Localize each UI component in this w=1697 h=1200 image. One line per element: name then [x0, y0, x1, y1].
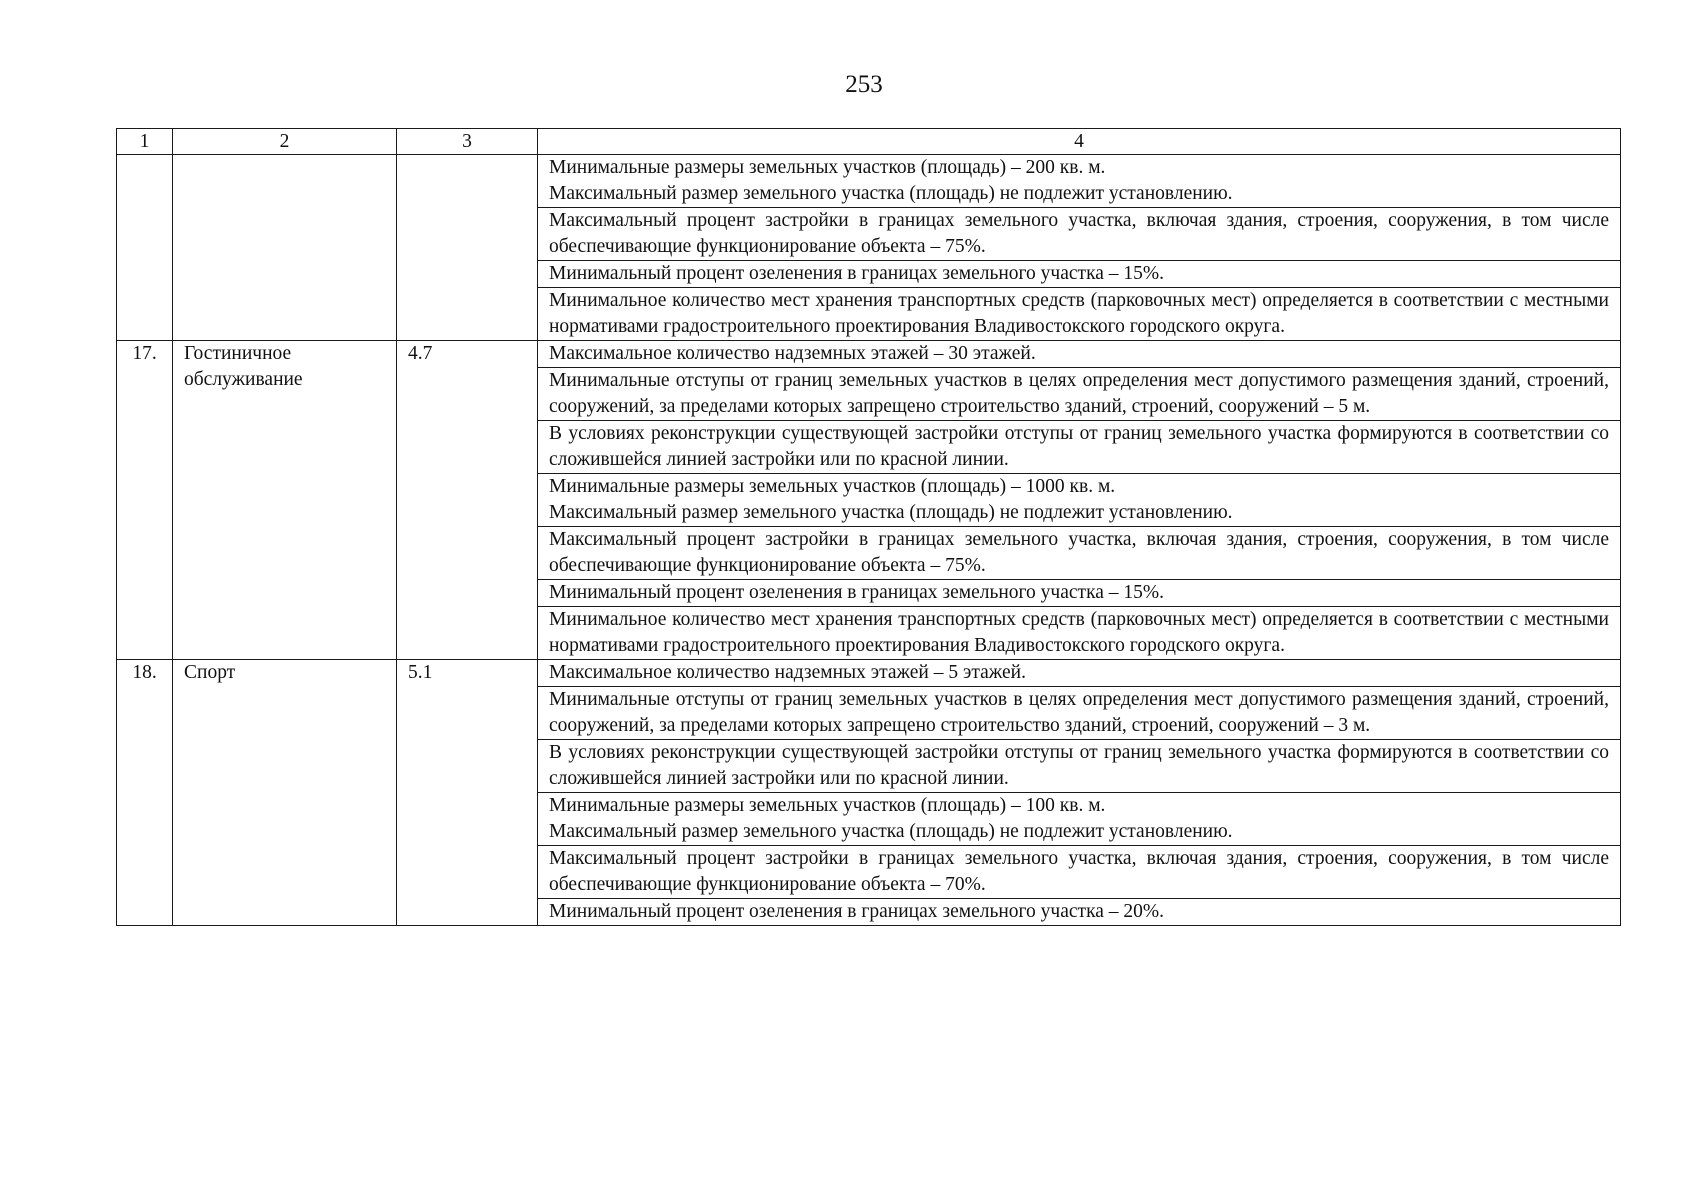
header-col-4: 4: [538, 129, 1621, 155]
use-name-cell: Спорт: [173, 660, 397, 926]
row-number-cell: 18.: [117, 660, 173, 926]
parameter-cell: [538, 421, 1621, 474]
parameter-text: Максимальный процент застройки в границах земельного участка, включая здания, строения, сооружения, в том числе обеспечивающие функционирование объекта – 75%.: [549, 210, 1609, 257]
parameter-cell: [538, 368, 1621, 421]
parameter-text: Минимальное количество мест хранения транспортных средств (парковочных мест) определяется в соответствии с местными нормативами градостроительного проектирования Владивостокского городского округа.: [549, 609, 1609, 656]
parameter-text: Максимальный процент застройки в границах земельного участка, включая здания, строения, сооружения, в том числе обеспечивающие функционирование объекта – 75%.: [549, 529, 1609, 576]
parameter-text: Минимальные размеры земельных участков (площадь) – 100 кв. м.: [549, 795, 1106, 816]
table-row: [117, 341, 1621, 368]
parameter-cell: [538, 899, 1621, 926]
use-code-cell: [397, 155, 538, 341]
table-row: [117, 660, 1621, 687]
parameter-text: Максимальный размер земельного участка (площадь) не подлежит установлению.: [549, 183, 1233, 204]
parameter-text: Минимальные размеры земельных участков (площадь) – 200 кв. м.: [549, 157, 1106, 178]
parameter-text: Максимальное количество надземных этажей – 30 этажей.: [549, 343, 1036, 364]
parameter-text: Максимальное количество надземных этажей – 5 этажей.: [549, 662, 1026, 683]
parameter-text: Минимальный процент озеленения в границах земельного участка – 15%.: [549, 582, 1165, 603]
row-number-cell: [117, 155, 173, 341]
page-number: 253: [845, 71, 883, 98]
parameter-cell: [538, 793, 1621, 846]
parameter-cell: [538, 288, 1621, 341]
use-code-cell: 5.1: [397, 660, 538, 926]
header-col-3: 3: [397, 129, 538, 155]
parameter-cell: [538, 261, 1621, 288]
parameter-cell: [538, 474, 1621, 527]
parameter-text: Минимальный процент озеленения в границах земельного участка – 20%.: [549, 901, 1165, 922]
regulations-table: [116, 128, 1621, 926]
parameter-cell: [538, 341, 1621, 368]
parameter-cell: [538, 208, 1621, 261]
parameter-text: Минимальные размеры земельных участков (площадь) – 1000 кв. м.: [549, 476, 1116, 497]
header-col-1: 1: [117, 129, 173, 155]
parameter-text: Максимальный размер земельного участка (площадь) не подлежит установлению.: [549, 502, 1233, 523]
use-name-cell: [173, 155, 397, 341]
parameter-cell: [538, 527, 1621, 580]
parameter-text: В условиях реконструкции существующей застройки отступы от границ земельного участка формируются в соответствии со сложившейся линией застройки или по красной линии.: [549, 742, 1609, 789]
parameter-cell: [538, 846, 1621, 899]
parameter-cell: [538, 155, 1621, 208]
parameter-text: Минимальный процент озеленения в границах земельного участка – 15%.: [549, 263, 1165, 284]
header-row: [117, 129, 1621, 155]
use-code-cell: 4.7: [397, 341, 538, 660]
parameter-text: Максимальный процент застройки в границах земельного участка, включая здания, строения, сооружения, в том числе обеспечивающие функционирование объекта – 70%.: [549, 848, 1609, 895]
parameter-cell: [538, 607, 1621, 660]
parameter-text: Максимальный размер земельного участка (площадь) не подлежит установлению.: [549, 821, 1233, 842]
parameter-cell: [538, 580, 1621, 607]
parameter-text: Минимальные отступы от границ земельных участков в целях определения мест допустимого размещения зданий, строений, сооружений, за пределами которых запрещено строительство зданий, строений, сооружений – 3 м.: [549, 689, 1609, 736]
parameter-text: Минимальные отступы от границ земельных участков в целях определения мест допустимого размещения зданий, строений, сооружений, за пределами которых запрещено строительство зданий, строений, сооружений – 5 м.: [549, 370, 1609, 417]
use-name-cell: Гостиничное обслуживание: [173, 341, 397, 660]
parameter-text: Минимальное количество мест хранения транспортных средств (парковочных мест) определяется в соответствии с местными нормативами градостроительного проектирования Владивостокского городского округа.: [549, 290, 1609, 337]
table-row: [117, 155, 1621, 208]
parameter-cell: [538, 660, 1621, 687]
row-number-cell: 17.: [117, 341, 173, 660]
header-col-2: 2: [173, 129, 397, 155]
parameter-cell: [538, 740, 1621, 793]
table-body: [117, 155, 1621, 926]
parameter-text: В условиях реконструкции существующей застройки отступы от границ земельного участка формируются в соответствии со сложившейся линией застройки или по красной линии.: [549, 423, 1609, 470]
parameter-cell: [538, 687, 1621, 740]
